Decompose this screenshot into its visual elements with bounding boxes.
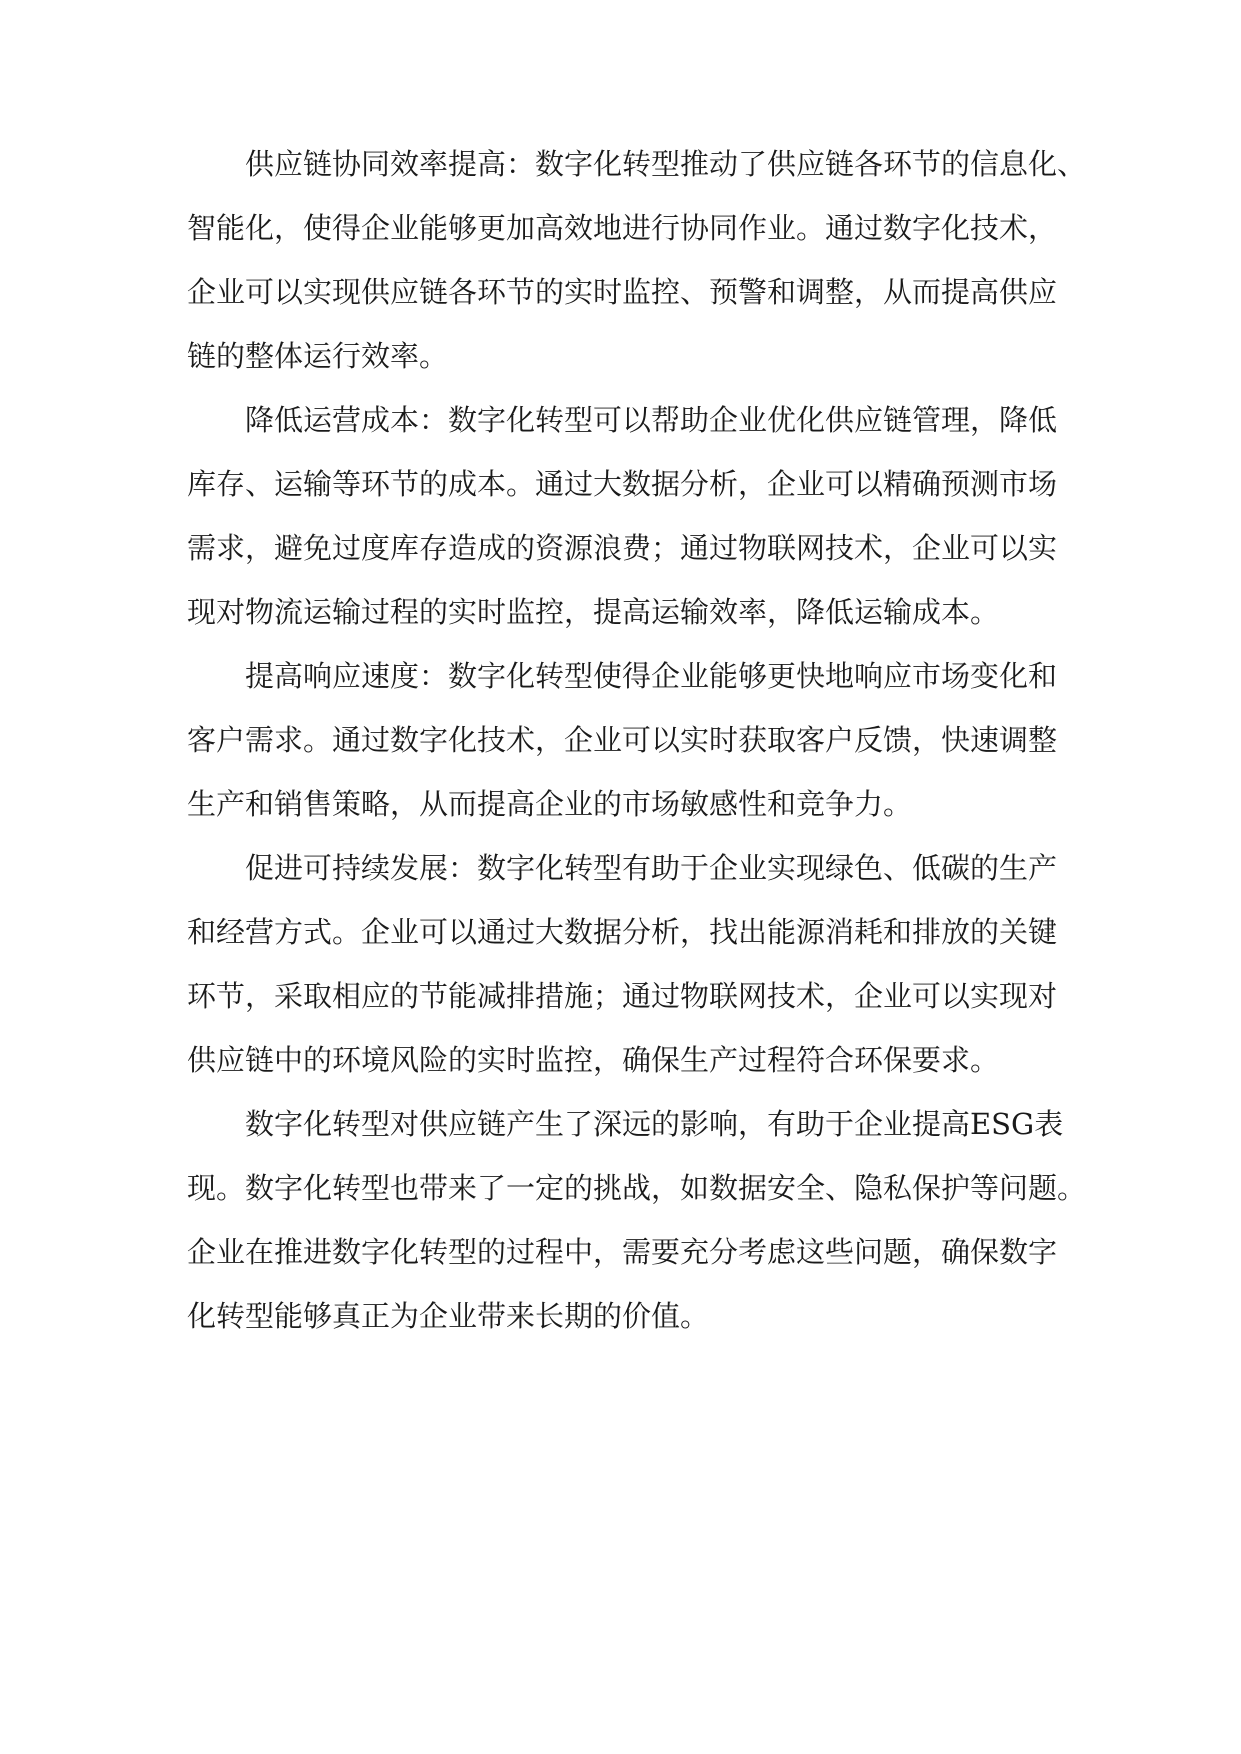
text-line: 化转型能够真正为企业带来长期的价值。 [187, 1299, 710, 1333]
document-body [187, 142, 1087, 1358]
text-line: 提高响应速度：数字化转型使得企业能够更快地响应市场变化和 [245, 659, 1058, 693]
text-line: 供应链中的环境风险的实时监控，确保生产过程符合环保要求。 [187, 1043, 1000, 1077]
paragraph-sustainability [187, 826, 1067, 1102]
text-line: 链的整体运行效率。 [187, 339, 449, 373]
paragraph-conclusion [187, 1082, 1087, 1358]
paragraph-response-speed [187, 634, 1067, 846]
text-line: 企业在推进数字化转型的过程中，需要充分考虑这些问题，确保数字 [187, 1235, 1058, 1269]
text-line: 生产和销售策略，从而提高企业的市场敏感性和竞争力。 [187, 787, 913, 821]
text-line: 和经营方式。企业可以通过大数据分析，找出能源消耗和排放的关键 [187, 915, 1058, 949]
text-line: 供应链协同效率提高：数字化转型推动了供应链各环节的信息化、 [245, 147, 1087, 181]
text-line: 降低运营成本：数字化转型可以帮助企业优化供应链管理，降低 [245, 403, 1058, 437]
paragraph-reduce-costs [187, 378, 1067, 654]
text-line: 环节，采取相应的节能减排措施；通过物联网技术，企业可以实现对 [187, 979, 1058, 1013]
text-line: 现对物流运输过程的实时监控，提高运输效率，降低运输成本。 [187, 595, 1000, 629]
text-line: 库存、运输等环节的成本。通过大数据分析，企业可以精确预测市场 [187, 467, 1058, 501]
text-line: 智能化，使得企业能够更加高效地进行协同作业。通过数字化技术， [187, 211, 1058, 245]
text-line: 企业可以实现供应链各环节的实时监控、预警和调整，从而提高供应 [187, 275, 1058, 309]
text-line: 数字化转型对供应链产生了深远的影响，有助于企业提高ESG表 [245, 1107, 1064, 1141]
text-line: 现。数字化转型也带来了一定的挑战，如数据安全、隐私保护等问题。 [187, 1171, 1087, 1205]
text-line: 需求，避免过度库存造成的资源浪费；通过物联网技术，企业可以实 [187, 531, 1058, 565]
text-line: 促进可持续发展：数字化转型有助于企业实现绿色、低碳的生产 [245, 851, 1058, 885]
text-line: 客户需求。通过数字化技术，企业可以实时获取客户反馈，快速调整 [187, 723, 1058, 757]
paragraph-supply-chain-efficiency [187, 122, 1087, 398]
